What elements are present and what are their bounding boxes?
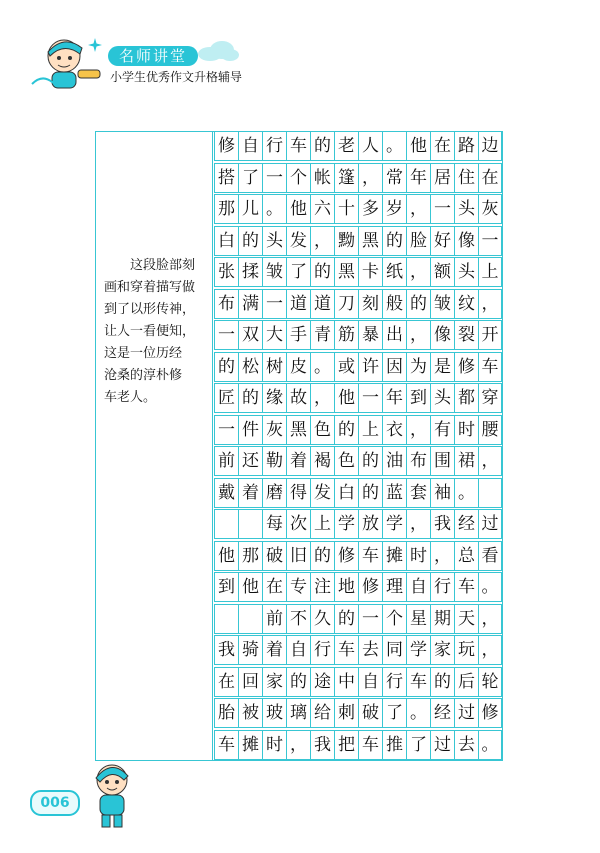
grid-cell: 个 [382, 605, 406, 633]
grid-cell: 学 [382, 510, 406, 538]
grid-cell: 旧 [286, 542, 310, 570]
grid-row [214, 446, 502, 476]
grid-cell: 。 [262, 195, 286, 223]
page-header [0, 0, 600, 110]
grid-cell: 的 [310, 258, 334, 286]
grid-cell: ， [358, 164, 382, 192]
grid-cell: 每 [262, 510, 286, 538]
grid-cell: 刀 [334, 290, 358, 318]
commentary-line: 画和穿着描写做 [104, 280, 196, 295]
grid-cell: 那 [238, 542, 262, 570]
grid-cell: 满 [238, 290, 262, 318]
grid-cell: 过 [454, 699, 478, 727]
grid-cell: 十 [334, 195, 358, 223]
grid-cell: 一 [430, 195, 454, 223]
grid-cell: 老 [334, 132, 358, 160]
grid-cell: 还 [238, 447, 262, 475]
grid-cell: 筋 [334, 321, 358, 349]
grid-cell: 他 [238, 573, 262, 601]
grid-cell: 的 [334, 416, 358, 444]
grid-cell: ， [478, 636, 502, 664]
grid-cell: 在 [478, 164, 502, 192]
grid-cell: 在 [262, 573, 286, 601]
grid-cell: ， [478, 290, 502, 318]
grid-cell: 搭 [214, 164, 238, 192]
grid-cell: 去 [454, 731, 478, 759]
margin-commentary [104, 255, 210, 409]
grid-cell: 回 [238, 668, 262, 696]
grid-cell: 看 [478, 542, 502, 570]
grid-cell: 玩 [454, 636, 478, 664]
grid-cell: 故 [286, 384, 310, 412]
grid-cell: 勒 [262, 447, 286, 475]
grid-cell: 的 [238, 227, 262, 255]
grid-cell: 六 [310, 195, 334, 223]
grid-cell: 他 [406, 132, 430, 160]
grid-cell: 腰 [478, 416, 502, 444]
grid-cell: 布 [214, 290, 238, 318]
grid-cell: 他 [214, 542, 238, 570]
grid-cell: 有 [430, 416, 454, 444]
grid-cell: 都 [454, 384, 478, 412]
grid-cell: 前 [214, 447, 238, 475]
grid-row [214, 604, 502, 634]
grid-cell: 他 [286, 195, 310, 223]
grid-cell: 注 [310, 573, 334, 601]
grid-cell: 专 [286, 573, 310, 601]
grid-cell: 个 [286, 164, 310, 192]
grid-cell: 修 [454, 353, 478, 381]
grid-cell: 一 [262, 290, 286, 318]
grid-cell: 开 [478, 321, 502, 349]
grid-cell: 青 [310, 321, 334, 349]
grid-cell: ， [406, 416, 430, 444]
grid-cell: 围 [430, 447, 454, 475]
grid-cell: 灰 [262, 416, 286, 444]
grid-cell: 着 [286, 447, 310, 475]
grid-cell: ， [430, 542, 454, 570]
grid-row [214, 572, 502, 602]
grid-row [214, 226, 502, 256]
grid-cell: 像 [430, 321, 454, 349]
grid-cell: 的 [310, 542, 334, 570]
grid-cell: 总 [454, 542, 478, 570]
grid-cell: 褐 [310, 447, 334, 475]
grid-cell: 行 [382, 668, 406, 696]
grid-cell [238, 510, 262, 538]
grid-cell: 。 [310, 353, 334, 381]
grid-cell: 了 [238, 164, 262, 192]
grid-cell: 后 [454, 668, 478, 696]
grid-cell: 因 [382, 353, 406, 381]
grid-cell: 。 [406, 699, 430, 727]
grid-cell: 我 [430, 510, 454, 538]
grid-cell: 一 [358, 605, 382, 633]
grid-cell: 像 [454, 227, 478, 255]
grid-row [214, 131, 502, 161]
grid-cell: 松 [238, 353, 262, 381]
grid-cell: 脸 [406, 227, 430, 255]
grid-cell: 前 [262, 605, 286, 633]
grid-cell: 件 [238, 416, 262, 444]
grid-cell: 张 [214, 258, 238, 286]
grid-cell [238, 605, 262, 633]
grid-cell: 久 [310, 605, 334, 633]
grid-cell: 黝 [334, 227, 358, 255]
grid-cell: 双 [238, 321, 262, 349]
grid-cell: 一 [214, 321, 238, 349]
grid-cell: 破 [358, 699, 382, 727]
grid-cell: 白 [334, 479, 358, 507]
grid-cell: 自 [286, 636, 310, 664]
grid-cell: 中 [334, 668, 358, 696]
grid-cell: 黑 [286, 416, 310, 444]
grid-cell: 发 [286, 227, 310, 255]
grid-cell: 许 [358, 353, 382, 381]
grid-cell: 的 [358, 479, 382, 507]
grid-cell: 修 [214, 132, 238, 160]
grid-cell: 到 [406, 384, 430, 412]
grid-cell: 理 [382, 573, 406, 601]
grid-cell: 车 [478, 353, 502, 381]
grid-cell: 给 [310, 699, 334, 727]
grid-cell: 衣 [382, 416, 406, 444]
commentary-line: 到了以形传神， [104, 302, 196, 317]
grid-cell: 皮 [286, 353, 310, 381]
grid-cell: 行 [430, 573, 454, 601]
grid-cell: 。 [478, 731, 502, 759]
grid-cell: 一 [214, 416, 238, 444]
grid-cell: 星 [406, 605, 430, 633]
grid-cell: 车 [358, 542, 382, 570]
grid-cell: 摊 [238, 731, 262, 759]
grid-cell: 居 [430, 164, 454, 192]
grid-row [214, 667, 502, 697]
grid-cell: 额 [430, 258, 454, 286]
commentary-line: 让人一看便知， [104, 324, 196, 339]
grid-cell: 油 [382, 447, 406, 475]
grid-row [214, 509, 502, 539]
grid-cell: 修 [478, 699, 502, 727]
cloud-icon [196, 40, 240, 62]
grid-cell: 行 [310, 636, 334, 664]
grid-cell: 那 [214, 195, 238, 223]
grid-cell: 上 [478, 258, 502, 286]
grid-cell: 袖 [430, 479, 454, 507]
grid-cell: 道 [310, 290, 334, 318]
grid-cell [478, 479, 502, 507]
grid-cell: ， [406, 258, 430, 286]
swirl-icon [30, 74, 70, 92]
grid-cell: 的 [358, 447, 382, 475]
grid-cell: 车 [214, 731, 238, 759]
grid-row [214, 320, 502, 350]
grid-cell: 的 [382, 227, 406, 255]
grid-cell: 裂 [454, 321, 478, 349]
grid-cell: 家 [262, 668, 286, 696]
grid-cell: 套 [406, 479, 430, 507]
grid-cell: 常 [382, 164, 406, 192]
grid-cell: 穿 [478, 384, 502, 412]
grid-cell: 刺 [334, 699, 358, 727]
grid-cell: ， [478, 605, 502, 633]
grid-cell: 暴 [358, 321, 382, 349]
grid-cell: 岁 [382, 195, 406, 223]
grid-cell: 破 [262, 542, 286, 570]
grid-cell: 摊 [382, 542, 406, 570]
grid-cell: 车 [286, 132, 310, 160]
grid-cell: 边 [478, 132, 502, 160]
grid-cell: 灰 [478, 195, 502, 223]
grid-cell: 缘 [262, 384, 286, 412]
grid-cell: 手 [286, 321, 310, 349]
grid-cell: 自 [238, 132, 262, 160]
grid-cell: 的 [286, 668, 310, 696]
grid-cell: 道 [286, 290, 310, 318]
grid-cell: 地 [334, 573, 358, 601]
grid-cell: 人 [358, 132, 382, 160]
grid-cell: 经 [430, 699, 454, 727]
grid-cell: 在 [430, 132, 454, 160]
page-number: 006 [30, 790, 80, 816]
grid-cell: 时 [454, 416, 478, 444]
grid-row [214, 730, 502, 760]
grid-cell: 蓝 [382, 479, 406, 507]
grid-cell: 了 [382, 699, 406, 727]
grid-cell: 璃 [286, 699, 310, 727]
grid-row [214, 352, 502, 382]
grid-cell: 在 [214, 668, 238, 696]
grid-cell: 被 [238, 699, 262, 727]
grid-cell: 学 [406, 636, 430, 664]
grid-cell: 着 [262, 636, 286, 664]
grid-cell [214, 510, 238, 538]
grid-cell: 的 [310, 132, 334, 160]
grid-cell: 黑 [358, 227, 382, 255]
grid-cell: 色 [310, 416, 334, 444]
grid-cell: 时 [406, 542, 430, 570]
grid-row [214, 635, 502, 665]
grid-cell: 一 [262, 164, 286, 192]
commentary-line: 这是一位历经 [104, 346, 183, 361]
grid-cell: 车 [454, 573, 478, 601]
grid-cell: 了 [406, 731, 430, 759]
grid-row [214, 163, 502, 193]
grid-cell: 次 [286, 510, 310, 538]
grid-cell: 一 [358, 384, 382, 412]
grid-cell: 纹 [454, 290, 478, 318]
grid-cell: 皱 [262, 258, 286, 286]
grid-cell: 着 [238, 479, 262, 507]
grid-cell: 了 [286, 258, 310, 286]
grid-cell: 学 [334, 510, 358, 538]
grid-cell: 自 [406, 573, 430, 601]
grid-cell: 的 [214, 353, 238, 381]
grid-cell: 自 [358, 668, 382, 696]
grid-cell: 把 [334, 731, 358, 759]
grid-cell: 途 [310, 668, 334, 696]
grid-cell: 轮 [478, 668, 502, 696]
grid-cell: 过 [430, 731, 454, 759]
grid-cell: 篷 [334, 164, 358, 192]
grid-cell: 去 [358, 636, 382, 664]
grid-cell: ， [310, 227, 334, 255]
grid-cell: 一 [478, 227, 502, 255]
grid-cell: 。 [454, 479, 478, 507]
commentary-column [95, 131, 213, 761]
grid-cell: 出 [382, 321, 406, 349]
commentary-line: 车老人。 [104, 390, 157, 405]
grid-cell: 儿 [238, 195, 262, 223]
grid-cell: 路 [454, 132, 478, 160]
grid-cell: 纸 [382, 258, 406, 286]
grid-cell: 我 [214, 636, 238, 664]
grid-cell: 刻 [358, 290, 382, 318]
girl-mascot-icon [84, 760, 144, 830]
grid-cell: 头 [430, 384, 454, 412]
grid-cell [214, 605, 238, 633]
grid-cell: 骑 [238, 636, 262, 664]
grid-cell: 他 [334, 384, 358, 412]
grid-cell: 住 [454, 164, 478, 192]
grid-row [214, 194, 502, 224]
book-title: 小学生优秀作文升格辅导 [110, 70, 243, 84]
grid-cell: ， [478, 447, 502, 475]
grid-cell: 上 [358, 416, 382, 444]
commentary-line: 这段脸部刻 [130, 258, 196, 273]
grid-cell: 行 [262, 132, 286, 160]
essay-grid [214, 131, 502, 761]
grid-cell: 推 [382, 731, 406, 759]
grid-cell: 的 [334, 605, 358, 633]
grid-cell: 得 [286, 479, 310, 507]
grid-cell: 上 [310, 510, 334, 538]
grid-cell: 树 [262, 353, 286, 381]
grid-cell: 天 [454, 605, 478, 633]
grid-cell: 卡 [358, 258, 382, 286]
grid-cell: 多 [358, 195, 382, 223]
grid-cell: ， [286, 731, 310, 759]
grid-cell: 的 [406, 290, 430, 318]
grid-cell: 的 [238, 384, 262, 412]
grid-cell: 我 [310, 731, 334, 759]
series-title-badge: 名师讲堂 [108, 46, 198, 66]
grid-cell: 为 [406, 353, 430, 381]
grid-cell: 玻 [262, 699, 286, 727]
grid-cell: 修 [334, 542, 358, 570]
grid-cell: 期 [430, 605, 454, 633]
grid-cell: 家 [430, 636, 454, 664]
grid-cell: 车 [358, 731, 382, 759]
grid-cell: 不 [286, 605, 310, 633]
commentary-line: 沧桑的淳朴修 [104, 368, 183, 383]
grid-cell: 大 [262, 321, 286, 349]
grid-cell: 车 [406, 668, 430, 696]
grid-cell: 头 [262, 227, 286, 255]
grid-cell: 时 [262, 731, 286, 759]
grid-cell: ， [406, 321, 430, 349]
grid-cell: 胎 [214, 699, 238, 727]
grid-cell: 车 [334, 636, 358, 664]
grid-cell: 年 [382, 384, 406, 412]
grid-cell: 到 [214, 573, 238, 601]
grid-cell: 年 [406, 164, 430, 192]
grid-cell: 布 [406, 447, 430, 475]
grid-cell: 。 [478, 573, 502, 601]
grid-cell: ， [406, 195, 430, 223]
grid-cell: 或 [334, 353, 358, 381]
grid-cell: 。 [382, 132, 406, 160]
grid-cell: 头 [454, 195, 478, 223]
grid-row [214, 478, 502, 508]
grid-row [214, 289, 502, 319]
grid-cell: 戴 [214, 479, 238, 507]
grid-cell: 是 [430, 353, 454, 381]
grid-row [214, 257, 502, 287]
grid-cell: 匠 [214, 384, 238, 412]
grid-cell: 发 [310, 479, 334, 507]
grid-row [214, 698, 502, 728]
grid-cell: 黑 [334, 258, 358, 286]
grid-row [214, 541, 502, 571]
grid-cell: 磨 [262, 479, 286, 507]
grid-cell: 头 [454, 258, 478, 286]
grid-cell: 裙 [454, 447, 478, 475]
grid-cell: ， [406, 510, 430, 538]
grid-cell: 过 [478, 510, 502, 538]
grid-cell: 揉 [238, 258, 262, 286]
grid-cell: 帐 [310, 164, 334, 192]
grid-cell: 好 [430, 227, 454, 255]
grid-cell: 修 [358, 573, 382, 601]
grid-row [214, 415, 502, 445]
grid-cell: ， [310, 384, 334, 412]
grid-cell: 白 [214, 227, 238, 255]
sparkle-icon [88, 38, 102, 52]
grid-cell: 的 [430, 668, 454, 696]
grid-row [214, 383, 502, 413]
grid-cell: 放 [358, 510, 382, 538]
grid-cell: 皱 [430, 290, 454, 318]
grid-cell: 般 [382, 290, 406, 318]
grid-cell: 经 [454, 510, 478, 538]
grid-cell: 色 [334, 447, 358, 475]
grid-cell: 同 [382, 636, 406, 664]
